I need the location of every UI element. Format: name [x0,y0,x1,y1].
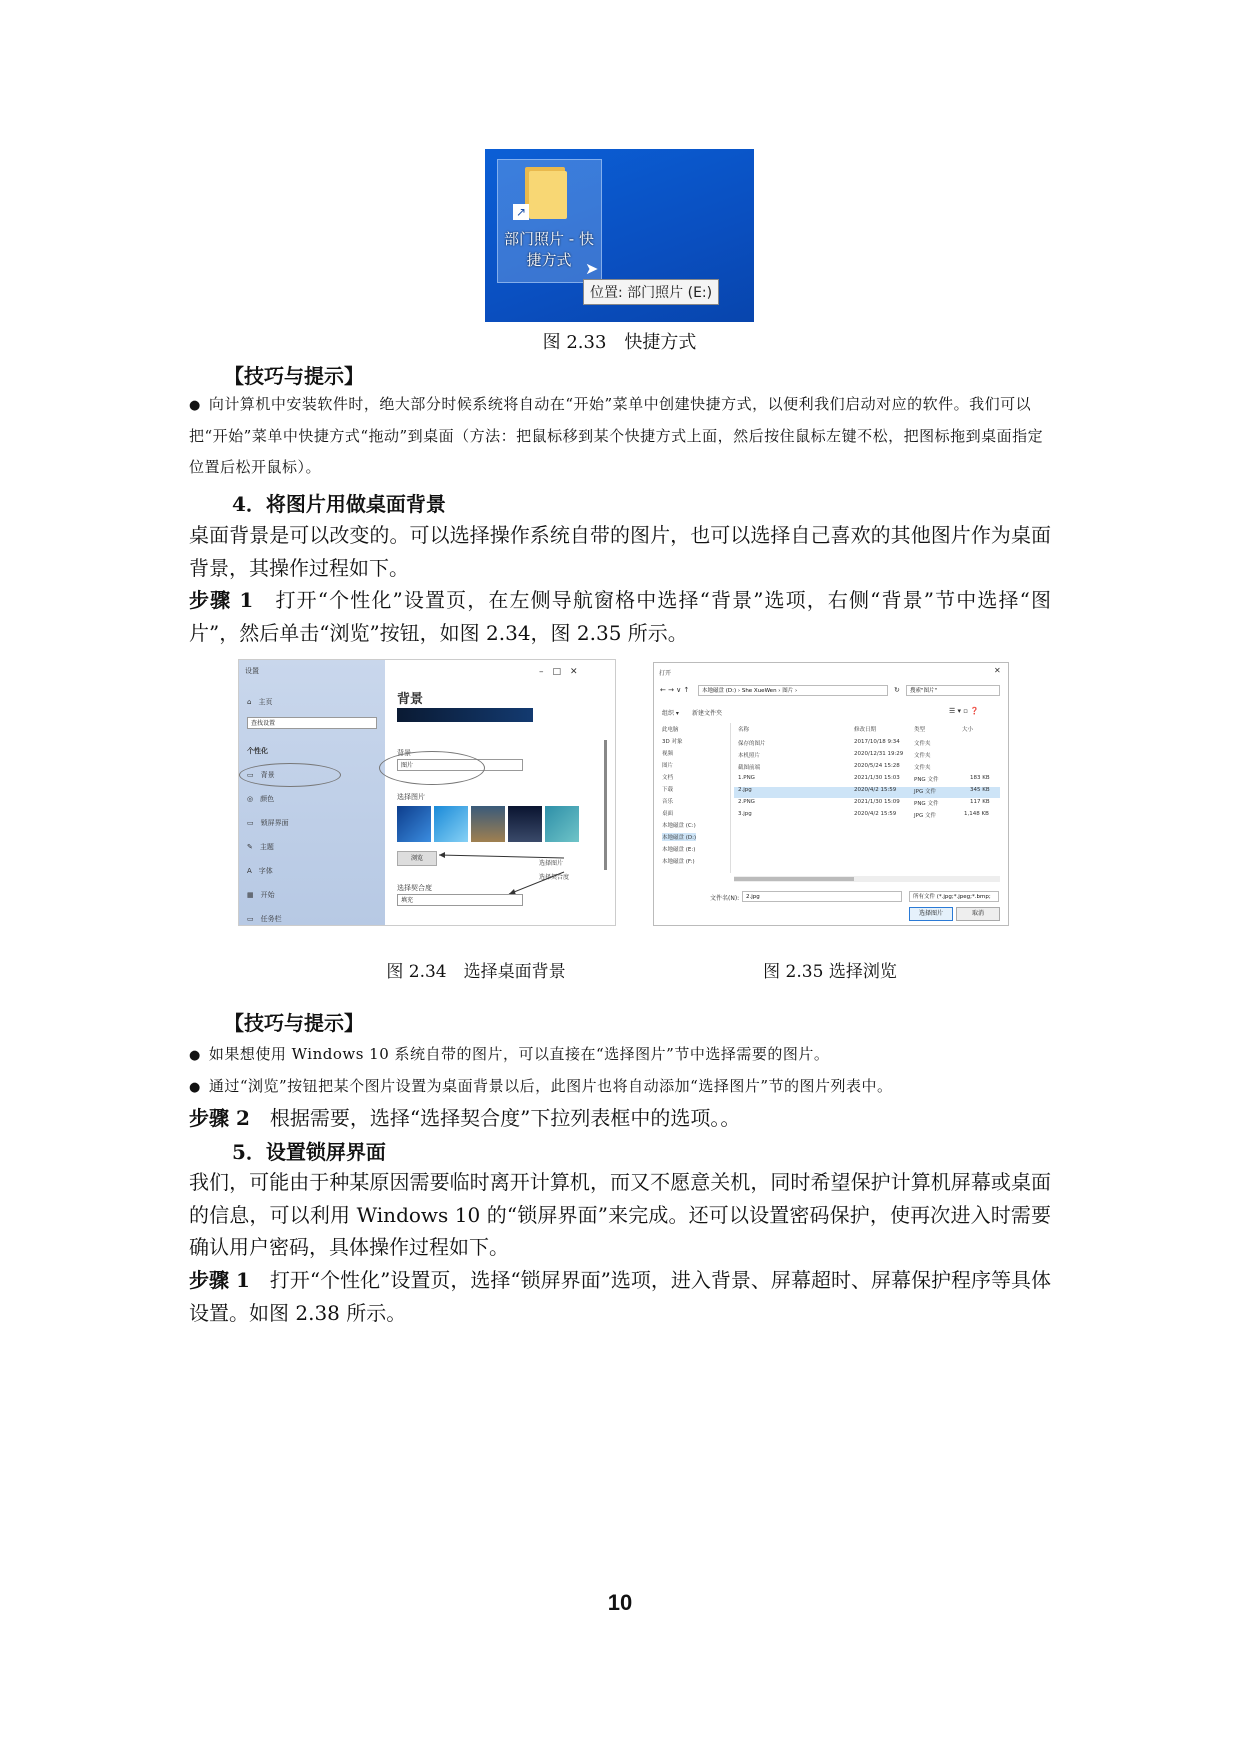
sidebar-item[interactable]: 本地磁盘 (C:) [662,823,696,829]
fit-dropdown[interactable]: 填充 [397,894,523,906]
sidebar-item[interactable]: 本地磁盘 (E:) [662,847,696,853]
view-icon[interactable]: ☰ ▾ ▫ ❓ [949,707,979,715]
horizontal-scrollbar[interactable] [734,876,1000,882]
filename-input[interactable]: 2.jpg [742,891,902,902]
thumbnail[interactable] [471,806,505,842]
open-button[interactable]: 选择图片 [909,907,953,921]
search-input[interactable]: 搜索"图片" [906,685,1000,696]
nav-item-taskbar[interactable]: ▭ 任务栏 [247,915,282,923]
nav-item-background[interactable]: ▭ 背景 [247,771,275,779]
close-icon[interactable]: ✕ [994,666,1001,675]
sidebar-item[interactable]: 桌面 [662,811,674,817]
shortcut-arrow-icon: ↗ [513,204,529,220]
background-dropdown[interactable]: 图片 [397,759,523,771]
figure-caption-2-33: 图 2.33 快捷方式 [542,332,697,353]
background-label: 背景 [397,749,411,757]
tip-title: 【技巧与提示】 [224,1011,364,1035]
annotation-choose-fit: 选择契合度 [539,874,570,881]
sidebar-item[interactable]: 3D 对象 [662,739,683,745]
nav-home[interactable]: ⌂ 主页 [247,698,273,706]
page-number: 10 [607,1590,633,1615]
sidebar-item[interactable]: 此电脑 [662,727,679,733]
search-input[interactable]: 查找设置 [247,717,377,729]
file-row[interactable]: 保存的图片 2017/10/18 9:34 文件夹 [738,739,931,747]
bullet-icon: ● [189,1048,201,1063]
background-preview [397,708,533,722]
icon-label: 部门照片 - 快 捷方式 [504,230,594,269]
sidebar-item[interactable]: 下载 [662,787,674,793]
sidebar-item[interactable]: 视频 [662,751,674,757]
file-row[interactable]: 2.PNG 2021/1/30 15:09 PNG 文件 117 KB [738,799,990,807]
shortcut-figure [485,149,754,322]
nav-section-title: 个性化 [247,747,268,755]
new-folder-button[interactable]: 新建文件夹 [692,710,723,717]
highlight-ellipse [239,763,341,787]
window-title: 打开 [659,670,672,677]
tip-bullet: ● 通过“浏览”按钮把某个图片设置为桌面背景以后，此图片也将自动添加“选择图片”节的图片列表中。 [189,1077,893,1095]
window-controls: – □ ✕ [539,667,578,677]
thumbnail[interactable] [397,806,431,842]
refresh-icon[interactable]: ↻ [894,686,900,694]
sidebar-item[interactable]: 本地磁盘 (D:) [662,835,697,841]
cancel-button[interactable]: 取消 [956,907,1000,921]
pane-divider [730,723,731,873]
folder-icon-front [529,171,567,219]
thumbnail[interactable] [545,806,579,842]
open-dialog-figure [653,662,1009,926]
window-title: 设置 [245,667,259,675]
figure-caption-2-34: 图 2.34 选择桌面背景 [386,962,566,982]
sidebar-item[interactable]: 图片 [662,763,674,769]
nav-item-lockscreen[interactable]: ▭ 锁屏界面 [247,819,289,827]
file-row[interactable]: 3.jpg 2020/4/2 15:59 JPG 文件 1,148 KB [738,811,989,819]
step-paragraph: 步骤 1 打开“个性化”设置页，选择“锁屏界面”选项，进入背景、屏幕超时、屏幕保护程序等具体设置。如图 2.38 所示。 [189,1268,1051,1325]
thumbnail[interactable] [508,806,542,842]
bullet-icon: ● [189,398,201,413]
nav-item-colors[interactable]: ◎ 颜色 [247,795,275,803]
highlight-ellipse [379,751,485,785]
mouse-cursor-icon: ➤ [585,259,599,278]
figure-caption-2-35: 图 2.35 选择浏览 [763,962,897,982]
scrollbar[interactable] [604,740,607,870]
section-intro: 桌面背景是可以改变的。可以选择操作系统自带的图片，也可以选择自己喜欢的其他图片作为桌面背景，其操作过程如下。 [189,523,1051,580]
filetype-dropdown[interactable]: 所有文件 (*.jpg;*.jpeg;*.bmp; [909,891,999,902]
browse-button[interactable]: 浏览 [397,851,437,866]
section-intro: 我们，可能由于种某原因需要临时离开计算机，而又不愿意关机，同时希望保护计算机屏幕或桌面的信息，可以利用 Windows 10 的“锁屏界面”来完成。还可以设置密码保护，使再次进入时需要确认用户密码，具体操作过程如下。 [189,1170,1051,1259]
nav-arrows-icon[interactable]: ← → ∨ ↑ [660,686,690,694]
tip-title: 【技巧与提示】 [224,364,364,388]
sidebar-item[interactable]: 音乐 [662,799,674,805]
page-heading: 背景 [397,692,424,707]
sidebar-item[interactable]: 文档 [662,775,674,781]
section-title: 4．将图片用做桌面背景 [232,492,446,516]
filename-label: 文件名(N): [710,895,740,902]
tip-bullet: ● 如果想使用 Windows 10 系统自带的图片，可以直接在“选择图片”节中选择需要的图片。 [189,1045,830,1063]
step-paragraph: 步骤 2 根据需要，选择“选择契合度”下拉列表框中的选项。。 [189,1106,741,1130]
annotation-choose-picture: 选择图片 [539,860,564,867]
file-row[interactable]: 本机照片 2020/12/31 19:29 文件夹 [738,751,931,759]
fit-label: 选择契合度 [397,884,432,892]
column-header-row: 名称 修改日期 类型 大小 [738,727,974,733]
nav-item-themes[interactable]: ✎ 主题 [247,843,274,851]
bullet-icon: ● [189,1080,201,1095]
settings-window-figure [238,659,616,926]
step-paragraph: 步骤 1 打开“个性化”设置页，在左侧导航窗格中选择“背景”选项，右侧“背景”节中选择“图片”，然后单击“浏览”按钮，如图 2.34，图 2.35 所示。 [189,588,1051,645]
location-tooltip: 位置: 部门照片 (E:) [583,279,719,305]
nav-item-start[interactable]: ▦ 开始 [247,891,275,899]
sidebar-item[interactable]: 本地磁盘 (F:) [662,859,695,865]
section-title: 5．设置锁屏界面 [232,1140,386,1164]
organize-button[interactable]: 组织 ▾ [662,710,679,717]
file-row[interactable]: 截图前端 2020/5/24 15:28 文件夹 [738,763,931,771]
tip-paragraph: ● 向计算机中安装软件时，绝大部分时候系统将自动在“开始”菜单中创建快捷方式，以便利我们启动对应的软件。我们可以把“开始”菜单中快捷方式“拖动”到桌面（方法：把鼠标移到某个快捷方式上面，然后按住鼠标左键不松，把图标拖到桌面指定位置后松开鼠标）。 [189,395,1044,476]
nav-item-fonts[interactable]: A 字体 [247,867,273,875]
file-row[interactable]: 1.PNG 2021/1/30 15:03 PNG 文件 183 KB [738,775,990,783]
choose-picture-label: 选择图片 [397,793,425,801]
thumbnail[interactable] [434,806,468,842]
file-row-selected[interactable]: 2.jpg 2020/4/2 15:59 JPG 文件 345 KB [734,787,1000,798]
address-bar[interactable]: 本地磁盘 (D:) › She XueWen › 图片 › [698,685,888,696]
